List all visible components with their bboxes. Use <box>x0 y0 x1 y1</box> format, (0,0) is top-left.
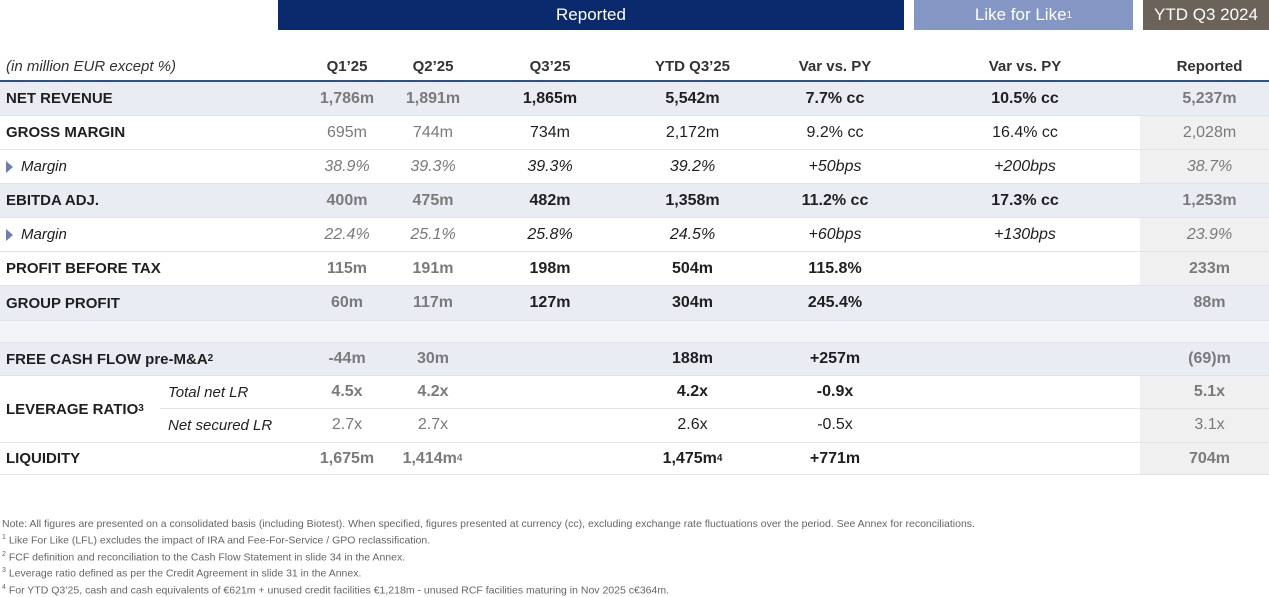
cell-ytd: 5,542m <box>640 82 745 115</box>
cell-q2: 30m <box>393 343 473 375</box>
footnote-marker: 1 <box>2 534 6 541</box>
cell-ytd: 2.6x <box>640 409 745 441</box>
cell-var: 7.7% cc <box>780 82 890 115</box>
col-q2: Q2’25 <box>393 52 473 80</box>
cell-q3: 1,865m <box>500 82 600 115</box>
column-header-row <box>0 52 1269 82</box>
cell-lfl: 16.4% cc <box>965 116 1085 149</box>
table-row-gm-margin <box>0 150 1269 184</box>
row-label: LIQUIDITY <box>6 443 80 474</box>
footnote-marker: 4 <box>2 584 6 591</box>
cell-q2: 1,891m <box>393 82 473 115</box>
table-row-group-profit <box>0 286 1269 321</box>
triangle-bullet-icon <box>6 161 13 173</box>
cell-lfl: 17.3% cc <box>965 184 1085 217</box>
lfl-footnote-ref: 1 <box>1067 10 1073 21</box>
reported-header <box>278 0 904 30</box>
cell-q3: 734m <box>500 116 600 149</box>
cell-ytd: 1,475m 4 <box>640 443 745 474</box>
row-label-text: Margin <box>21 158 67 175</box>
cell-lfl: +200bps <box>965 150 1085 183</box>
cell-var: +257m <box>780 343 890 375</box>
footnote-3 <box>2 564 975 581</box>
cell-q1: 695m <box>307 116 387 149</box>
cell-prev: (69)m <box>1150 343 1269 375</box>
row-label-text: LEVERAGE RATIO <box>6 401 138 418</box>
col-var: Var vs. PY <box>780 52 890 80</box>
cell-var: +50bps <box>780 150 890 183</box>
cell-q3: 127m <box>500 286 600 320</box>
sub-label: Total net LR <box>168 376 248 408</box>
row-label: NET REVENUE <box>6 82 113 115</box>
reported-header-label: Reported <box>556 5 626 25</box>
cell-var: 115.8% <box>780 252 890 285</box>
cell-q2-value: 1,414m <box>403 450 457 468</box>
cell-prev: 233m <box>1150 252 1269 285</box>
cell-prev: 1,253m <box>1150 184 1269 217</box>
cell-ytd: 188m <box>640 343 745 375</box>
triangle-bullet-icon <box>6 229 13 241</box>
cell-prev: 2,028m <box>1150 116 1269 149</box>
footnote-marker: 2 <box>2 551 6 558</box>
cell-ytd: 24.5% <box>640 218 745 251</box>
footnote-1 <box>2 531 975 548</box>
col-q1: Q1’25 <box>307 52 387 80</box>
cell-q1: 4.5x <box>307 376 387 408</box>
cell-q2: 1,414m 4 <box>390 443 475 474</box>
table-row-liquidity <box>0 443 1269 475</box>
table-row-gross-margin <box>0 116 1269 150</box>
row-label: PROFIT BEFORE TAX <box>6 252 161 285</box>
cell-q2: 475m <box>393 184 473 217</box>
cell-var: +60bps <box>780 218 890 251</box>
like-for-like-header <box>914 0 1133 30</box>
table-row-free-cash-flow <box>0 343 1269 376</box>
footnote-2 <box>2 548 975 565</box>
cell-prev: 704m <box>1150 443 1269 474</box>
row-label-text: Margin <box>21 226 67 243</box>
cell-q1: 1,786m <box>307 82 387 115</box>
col-reported: Reported <box>1150 52 1269 80</box>
cell-q3: 482m <box>500 184 600 217</box>
cell-prev: 88m <box>1150 286 1269 320</box>
footnote-text: For YTD Q3’25, cash and cash equivalents of €621m + unused credit facilities €1,218m - unused RCF facilities maturing in Nov 2025 c€364m. <box>6 584 669 596</box>
cell-var: 245.4% <box>780 286 890 320</box>
table-row-net-revenue <box>0 82 1269 116</box>
section-spacer <box>0 321 1269 343</box>
cell-prev: 38.7% <box>1150 150 1269 183</box>
cell-q3: 39.3% <box>500 150 600 183</box>
footnote-text: Like For Like (LFL) excludes the impact of IRA and Fee-For-Service / GPO reclassification. <box>6 535 430 547</box>
footnote-4 <box>2 581 975 597</box>
cell-lfl: +130bps <box>965 218 1085 251</box>
cell-var: 11.2% cc <box>780 184 890 217</box>
row-label-text: FREE CASH FLOW pre-M&A <box>6 351 208 368</box>
cell-ytd: 504m <box>640 252 745 285</box>
footnote-text: FCF definition and reconciliation to the Cash Flow Statement in slide 34 in the Annex. <box>6 551 405 563</box>
ytd-prev-header <box>1143 0 1269 30</box>
table-row-ebitda <box>0 184 1269 218</box>
cell-q1: 2.7x <box>307 409 387 441</box>
cell-ytd: 2,172m <box>640 116 745 149</box>
table-row-total-net-lr <box>160 376 1269 409</box>
cell-var: +771m <box>780 443 890 474</box>
sub-label: Net secured LR <box>168 409 272 441</box>
cell-q1: 60m <box>307 286 387 320</box>
cell-q2: 2.7x <box>393 409 473 441</box>
cell-var: 9.2% cc <box>780 116 890 149</box>
cell-q1: 400m <box>307 184 387 217</box>
cell-q2: 25.1% <box>393 218 473 251</box>
cell-ytd: 304m <box>640 286 745 320</box>
cell-ytd: 39.2% <box>640 150 745 183</box>
cell-q1: 22.4% <box>307 218 387 251</box>
cell-q2: 4.2x <box>393 376 473 408</box>
ytd-prev-header-label: YTD Q3 2024 <box>1154 5 1258 25</box>
cell-q2: 191m <box>393 252 473 285</box>
col-lfl-var: Var vs. PY <box>965 52 1085 80</box>
row-label: GROSS MARGIN <box>6 116 125 149</box>
units-label: (in million EUR except %) <box>6 52 176 80</box>
footnotes <box>2 517 975 597</box>
cell-ytd-value: 1,475m <box>663 450 717 468</box>
cell-q2: 117m <box>393 286 473 320</box>
cell-prev: 5,237m <box>1150 82 1269 115</box>
cell-q3: 25.8% <box>500 218 600 251</box>
cell-q2: 744m <box>393 116 473 149</box>
col-ytd: YTD Q3’25 <box>640 52 745 80</box>
cell-q2: 39.3% <box>393 150 473 183</box>
row-label: LEVERAGE RATIO 3 <box>6 376 144 442</box>
cell-q1: -44m <box>307 343 387 375</box>
cell-q1: 38.9% <box>307 150 387 183</box>
footnote-general: Note: All figures are presented on a consolidated basis (including Biotest). When specified, figures presented at currency (cc), excluding exchange rate fluctuations over the period. See Annex for reconciliations. <box>2 517 975 531</box>
table-row-ebitda-margin <box>0 218 1269 252</box>
row-label: FREE CASH FLOW pre-M&A 2 <box>6 343 213 375</box>
cell-q1: 1,675m <box>307 443 387 474</box>
cell-q3: 198m <box>500 252 600 285</box>
row-label <box>6 218 67 251</box>
table-row-profit-before-tax <box>0 252 1269 286</box>
cell-ytd: 4.2x <box>640 376 745 408</box>
table-row-net-secured-lr <box>0 409 1269 441</box>
cell-var: -0.5x <box>780 409 890 441</box>
footnote-marker: 3 <box>2 567 6 574</box>
cell-prev: 5.1x <box>1150 376 1269 408</box>
cell-lfl: 10.5% cc <box>965 82 1085 115</box>
cell-ytd: 1,358m <box>640 184 745 217</box>
col-q3: Q3’25 <box>500 52 600 80</box>
cell-prev: 3.1x <box>1150 409 1269 441</box>
cell-q1: 115m <box>307 252 387 285</box>
cell-var: -0.9x <box>780 376 890 408</box>
row-label: EBITDA ADJ. <box>6 184 99 217</box>
row-label: GROUP PROFIT <box>6 286 120 320</box>
row-label <box>6 150 67 183</box>
footnote-text: Leverage ratio defined as per the Credit Agreement in slide 31 in the Annex. <box>6 568 361 580</box>
lfl-header-label: Like for Like <box>975 5 1067 25</box>
cell-prev: 23.9% <box>1150 218 1269 251</box>
